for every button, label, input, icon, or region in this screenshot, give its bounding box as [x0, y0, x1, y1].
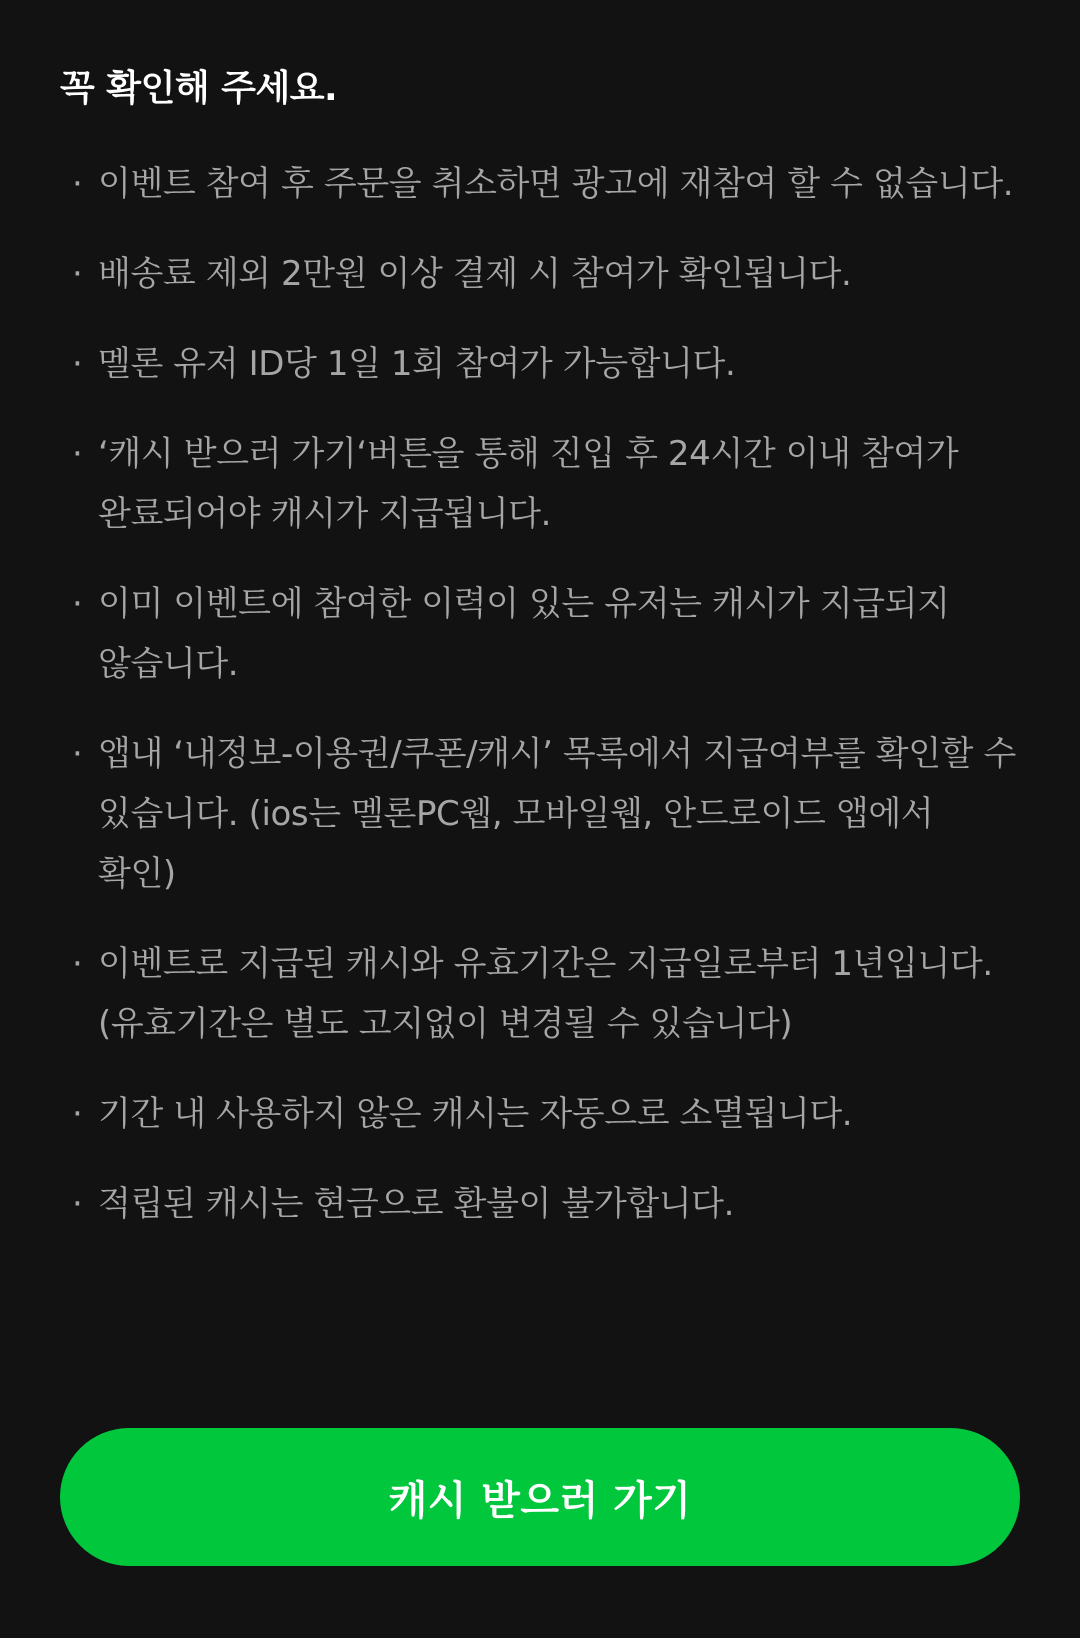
notice-item	[60, 1084, 1020, 1144]
notice-item-text: 이미 이벤트에 참여한 이력이 있는 유저는 캐시가 지급되지 않습니다.	[98, 584, 950, 684]
bullet-dot-icon: ·	[72, 1094, 83, 1134]
notice-item-text: ‘캐시 받으러 가기‘버튼을 통해 진입 후 24시간 이내 참여가 완료되어야 캐시가 지급됩니다.	[98, 434, 959, 534]
notice-item	[60, 424, 1020, 544]
bullet-dot-icon: ·	[72, 944, 83, 984]
notice-item-text: 기간 내 사용하지 않은 캐시는 자동으로 소멸됩니다.	[98, 1094, 853, 1134]
notice-item-text: 이벤트로 지급된 캐시와 유효기간은 지급일로부터 1년입니다. (유효기간은 별도 고지없이 변경될 수 있습니다)	[98, 944, 993, 1044]
notice-item	[60, 154, 1020, 214]
bullet-dot-icon: ·	[72, 734, 83, 774]
notice-item	[60, 574, 1020, 694]
bullet-dot-icon: ·	[72, 1184, 83, 1224]
notice-item-text: 배송료 제외 2만원 이상 결제 시 참여가 확인됩니다.	[98, 254, 852, 294]
notice-item	[60, 934, 1020, 1054]
notice-item-text: 이벤트 참여 후 주문을 취소하면 광고에 재참여 할 수 없습니다.	[98, 164, 1014, 204]
notice-item-text: 멜론 유저 ID당 1일 1회 참여가 가능합니다.	[98, 344, 736, 384]
notice-list	[60, 154, 1020, 1234]
bullet-dot-icon: ·	[72, 344, 83, 384]
notice-item	[60, 334, 1020, 394]
bullet-dot-icon: ·	[72, 434, 83, 474]
bullet-dot-icon: ·	[72, 164, 83, 204]
bullet-dot-icon: ·	[72, 584, 83, 624]
notice-item	[60, 1174, 1020, 1234]
notice-item	[60, 244, 1020, 304]
notice-item-text: 앱내 ‘내정보-이용권/쿠폰/캐시’ 목록에서 지급여부를 확인할 수 있습니다. (ios는 멜론PC웹, 모바일웹, 안드로이드 앱에서 확인)	[98, 734, 1016, 894]
notice-item	[60, 724, 1020, 904]
notice-title: 꼭 확인해 주세요.	[60, 68, 338, 109]
bullet-dot-icon: ·	[72, 254, 83, 294]
notice-section	[60, 64, 1020, 1264]
get-cash-button[interactable]: 캐시 받으러 가기	[60, 1428, 1020, 1566]
notice-item-text: 적립된 캐시는 현금으로 환불이 불가합니다.	[98, 1184, 735, 1224]
